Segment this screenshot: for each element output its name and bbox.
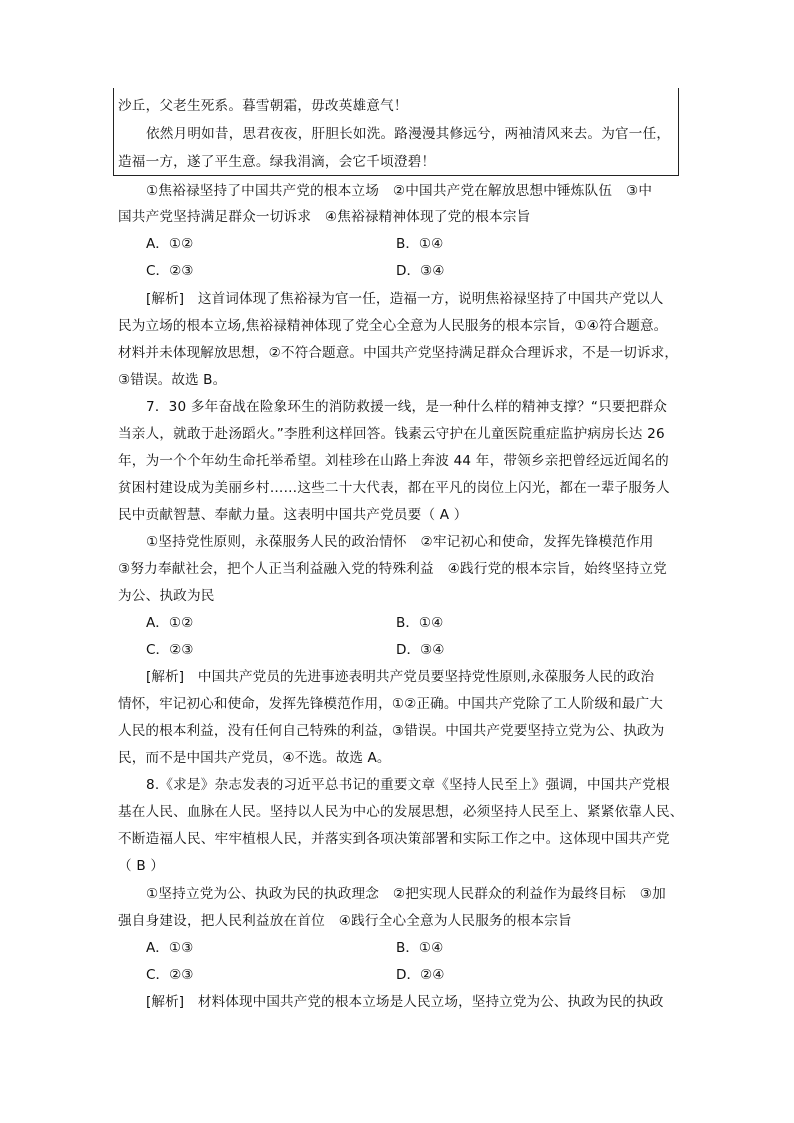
q6-option-c: C．②③ [146,263,194,279]
q6-analysis-line: 材料并未体现解放思想，②不符合题意。中国共产党坚持满足群众合理诉求，不是一切诉求， [118,345,679,361]
q7-statement-line: 为公、执政为民 [118,588,215,604]
q7-analysis-line: [解析] 中国共产党员的先进事迹表明共产党员要坚持党性原则,永葆服务人民的政治 [146,669,655,685]
q7-option-b: B．①④ [396,615,444,631]
q6-analysis-line: ③错误。故选 B。 [118,372,227,388]
q8-statement-line: ①坚持立党为公、执政为民的执政理念 ②把实现人民群众的利益作为最终目标 ③加 [146,886,666,902]
q8-option-c: C．②③ [146,967,194,983]
q6-statement-line: ①焦裕禄坚持了中国共产党的根本立场 ②中国共产党在解放思想中锤炼队伍 ③中 [146,183,653,199]
q7-option-d: D．③④ [396,642,445,658]
q8-statement-line: 强自身建设，把人民利益放在首位 ④践行全心全意为人民服务的根本宗旨 [118,913,572,929]
poem-line: 造福一方，遂了平生意。绿我涓滴，会它千顷澄碧！ [118,154,436,170]
q7-stem-line: 年，为一个个年幼生命托举希望。刘桂珍在山路上奔波 44 年，带领乡亲把曾经远近闻名的 [118,453,669,469]
q6-option-a: A．①② [146,236,194,252]
q8-stem-line: （ B ） [118,858,165,874]
q8-stem-line: 基在人民、血脉在人民。坚持以人民为中心的发展思想，必须坚持人民至上、紧紧依靠人民、 [118,804,684,820]
q7-option-c: C．②③ [146,642,194,658]
q6-option-d: D．③④ [396,263,445,279]
q6-statement-line: 国共产党坚持满足群众一切诉求 ④焦裕禄精神体现了党的根本宗旨 [118,209,531,225]
q7-stem-line: 民中贡献智慧、奉献力量。这表明中国共产党员要（ A ） [118,507,468,523]
q8-option-b: B．①④ [396,940,444,956]
q8-stem-line: 不断造福人民、牢牢植根人民，并落实到各项决策部署和实际工作之中。这体现中国共产党 [118,831,670,847]
q7-analysis-line: 民，而不是中国共产党员，④不选。故选 A。 [118,750,391,766]
q7-analysis-line: 人民的根本利益，没有任何自己特殊的利益，③错误。中国共产党要坚持立党为公、执政为 [118,723,665,739]
q6-option-b: B．①④ [396,236,444,252]
q7-option-a: A．①② [146,615,194,631]
q6-analysis-line: 民为立场的根本立场,焦裕禄精神体现了党全心全意为人民服务的根本宗旨，①④符合题意。 [118,318,668,334]
q7-stem-line: 7．30 多年奋战在险象环生的消防救援一线，是一种什么样的精神支撑？“只要把群众 [146,399,668,415]
q8-stem-line: 8.《求是》杂志发表的习近平总书记的重要文章《坚持人民至上》强调，中国共产党根 [146,777,670,793]
poem-line: 沙丘，父老生死系。暮雪朝霜，毋改英雄意气！ [118,98,408,114]
q7-stem-line: 贫困村建设成为美丽乡村……这些二十大代表，都在平凡的岗位上闪光，都在一辈子服务人 [118,480,670,496]
q7-stem-line: 当亲人，就敢于赴汤蹈火。”李胜利这样回答。钱素云守护在儿童医院重症监护病房长达 26 [118,426,665,442]
q7-statement-line: ①坚持党性原则，永葆服务人民的政治情怀 ②牢记初心和使命，发挥先锋模范作用 [146,534,654,550]
q7-statement-line: ③努力奉献社会，把个人正当利益融入党的特殊利益 ④践行党的根本宗旨，始终坚持立党 [118,561,667,577]
q8-option-a: A．①③ [146,940,194,956]
q7-analysis-line: 情怀，牢记初心和使命，发挥先锋模范作用，①②正确。中国共产党除了工人阶级和最广大 [118,696,663,712]
q6-analysis-line: [解析] 这首词体现了焦裕禄为官一任，造福一方，说明焦裕禄坚持了中国共产党以人 [146,291,664,307]
poem-line: 依然月明如昔，思君夜夜，肝胆长如洗。路漫漫其修远兮，两袖清风来去。为官一任， [146,126,671,142]
q8-analysis-line: [解析] 材料体现中国共产党的根本立场是人民立场，坚持立党为公、执政为民的执政 [146,994,664,1010]
q8-option-d: D．②④ [396,967,445,983]
